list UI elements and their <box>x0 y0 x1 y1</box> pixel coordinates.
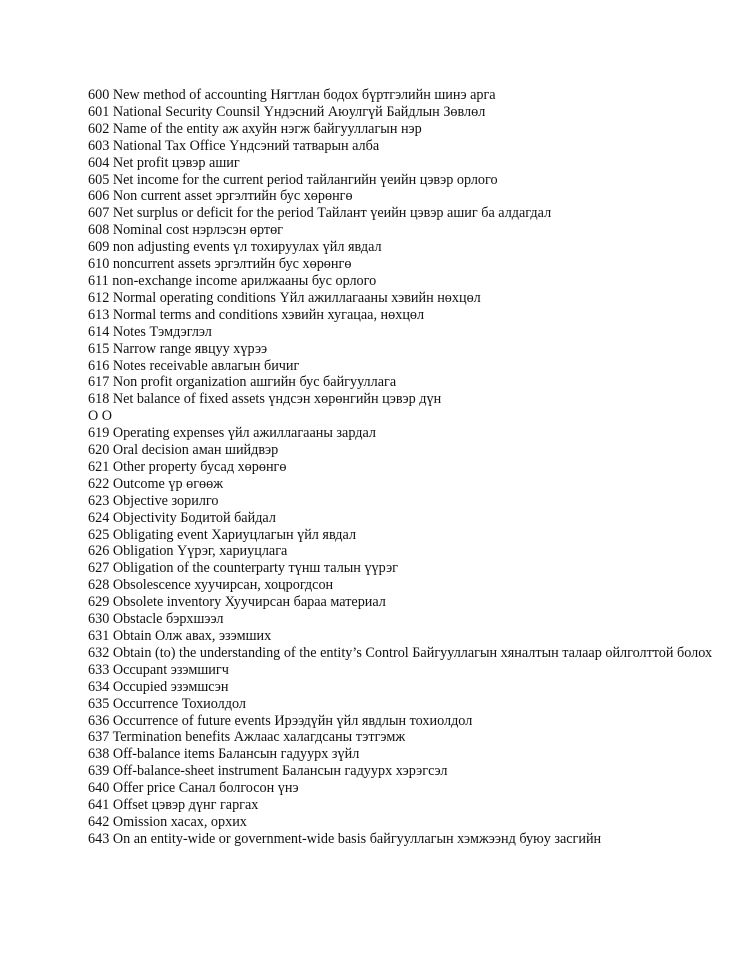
entry-608: 608 Nominal cost нэрлэсэн өртөг <box>88 222 283 239</box>
entry-638: 638 Off-balance items Балансын гадуурх зүйл <box>88 746 360 763</box>
entry-606: 606 Non current asset эргэлтийн бус хөрөнгө <box>88 188 353 205</box>
entry-617: 617 Non profit organization ашгийн бус байгууллага <box>88 374 397 391</box>
entry-642: 642 Omission хасах, орхих <box>88 813 247 830</box>
entry-604: 604 Net profit цэвэр ашиг <box>88 154 240 171</box>
entry-611: 611 non-exchange income арилжааны бус орлого <box>88 272 377 289</box>
entry-624: 624 Objectivity Бодитой байдал <box>88 509 276 526</box>
document-page <box>88 87 718 848</box>
entry-620: 620 Oral decision аман шийдвэр <box>88 442 279 459</box>
entry-610: 610 noncurrent assets эргэлтийн бус хөрөнгө <box>88 256 352 273</box>
entry-632: 632 Obtain (to) the understanding of the entity’s Control Байгууллагын хяналтын талаар ойлголттой болох <box>88 644 713 661</box>
entry-609: 609 non adjusting events үл тохируулах үйл явдал <box>88 239 382 256</box>
entry-640: 640 Offer price Санал болгосон үнэ <box>88 780 299 797</box>
entry-602: 602 Name of the entity аж ахуйн нэгж байгууллагын нэр <box>88 120 422 137</box>
entry-637: 637 Termination benefits Ажлаас халагдсаны тэтгэмж <box>88 729 406 746</box>
entry-630: 630 Obstacle бэрхшээл <box>88 611 224 628</box>
entry-643: 643 On an entity-wide or government-wide basis байгууллагын хэмжээнд буюу засгийн <box>88 830 602 847</box>
entry-607: 607 Net surplus or deficit for the period Тайлант үеийн цэвэр ашиг ба алдагдал <box>88 205 552 222</box>
entry-622: 622 Outcome үр өгөөж <box>88 475 224 492</box>
entry-639: 639 Off-balance-sheet instrument Балансын гадуурх хэрэгсэл <box>88 763 448 780</box>
entry-629: 629 Obsolete inventory Хуучирсан бараа материал <box>88 594 386 611</box>
entry-600: 600 New method of accounting Нягтлан бодох бүртгэлийн шинэ арга <box>88 87 496 103</box>
entry-627: 627 Obligation of the counterparty түнш талын үүрэг <box>88 560 398 577</box>
entry-636: 636 Occurrence of future events Ирээдүйн үйл явдлын тохиолдол <box>88 712 473 729</box>
entry-621: 621 Other property бусад хөрөнгө <box>88 458 287 475</box>
entry-631: 631 Obtain Олж авах, эзэмших <box>88 628 272 644</box>
entry-625: 625 Obligating event Хариуцлагын үйл явдал <box>88 526 357 543</box>
entry-618: 618 Net balance of fixed assets үндсэн хөрөнгийн цэвэр дүн <box>88 391 442 408</box>
entry-623: 623 Objective зорилго <box>88 492 219 509</box>
entry-603: 603 National Tax Office Үндсэний татварын алба <box>88 137 380 154</box>
section-heading-o: O O <box>88 408 113 425</box>
entry-605: 605 Net income for the current period тайлангийн үеийн цэвэр орлого <box>88 171 498 188</box>
entry-619: 619 Operating expenses үйл ажиллагааны зардал <box>88 425 376 442</box>
entry-626: 626 Obligation Үүрэг, хариуцлага <box>88 543 288 560</box>
entry-641: 641 Offset цэвэр дүнг гаргах <box>88 797 259 814</box>
entry-612: 612 Normal operating conditions Үйл ажиллагааны хэвийн нөхцөл <box>88 289 481 306</box>
entry-633: 633 Occupant эзэмшигч <box>88 661 229 678</box>
entry-613: 613 Normal terms and conditions хэвийн хугацаа, нөхцөл <box>88 306 425 323</box>
entry-614: 614 Notes Тэмдэглэл <box>88 323 212 340</box>
entry-635: 635 Occurrence Тохиолдол <box>88 695 246 712</box>
entry-601: 601 National Security Counsil Үндэсний Аюулгүй Байдлын Зөвлөл <box>88 103 486 120</box>
entry-616: 616 Notes receivable авлагын бичиг <box>88 357 300 374</box>
entry-615: 615 Narrow range явцуу хүрээ <box>88 340 268 357</box>
entry-634: 634 Occupied эзэмшсэн <box>88 678 229 695</box>
entry-628: 628 Obsolescence хуучирсан, хоцрогдсон <box>88 577 334 594</box>
